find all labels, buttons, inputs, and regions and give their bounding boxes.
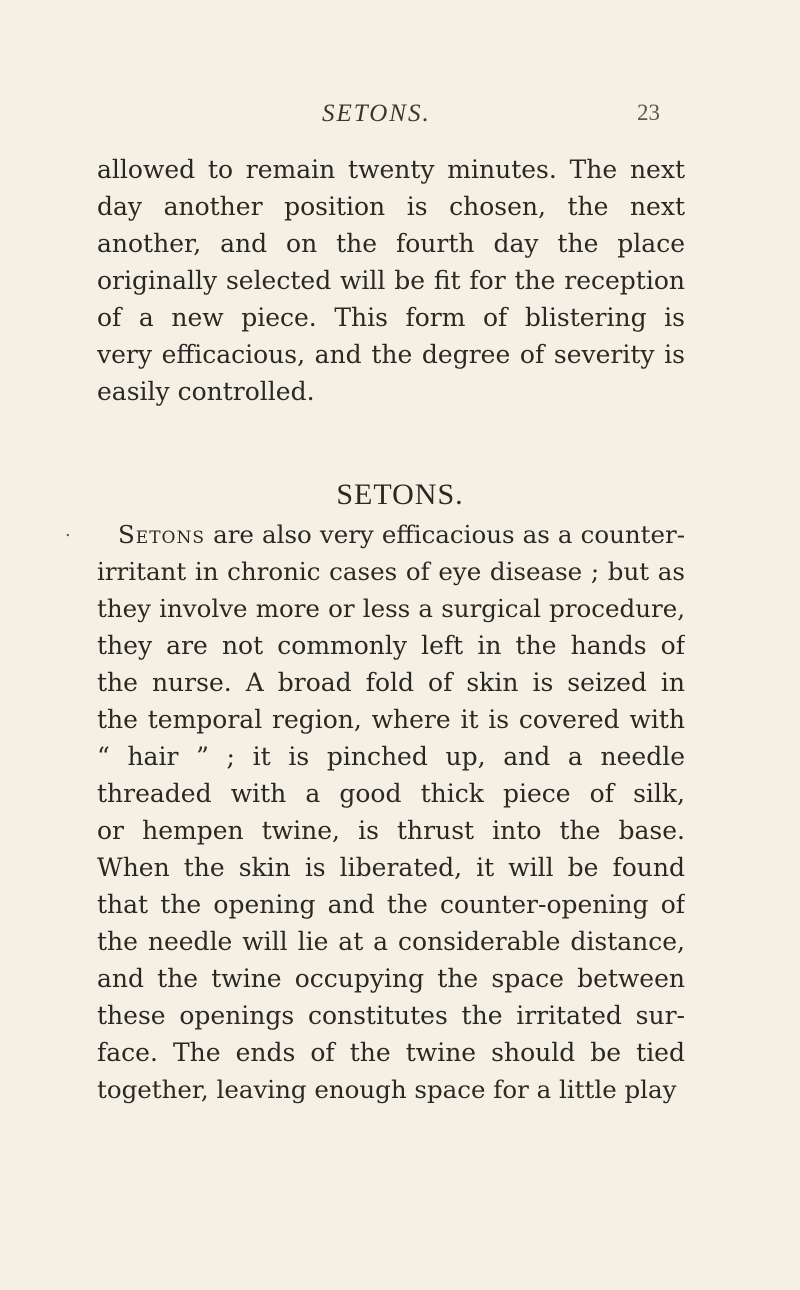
- margin-mark: .: [65, 520, 71, 541]
- first-line-text: are also very efficacious as a counter-: [205, 520, 685, 549]
- text-line: day another position is chosen, the next: [97, 192, 685, 221]
- text-line: they involve more or less a surgical procedure,: [97, 594, 685, 623]
- text-line: originally selected will be fit for the reception: [97, 266, 685, 295]
- text-line: the temporal region, where it is covered with: [97, 705, 685, 734]
- text-line: these openings constitutes the irritated sur-: [97, 1001, 685, 1030]
- text-line: together, leaving enough space for a little play: [97, 1075, 677, 1104]
- text-line: that the opening and the counter-opening of: [97, 890, 685, 919]
- section-heading: SETONS.: [336, 478, 464, 511]
- text-line: face. The ends of the twine should be tied: [97, 1038, 685, 1067]
- text-line: easily controlled.: [97, 377, 315, 406]
- text-line: very efficacious, and the degree of severity is: [97, 340, 685, 369]
- text-line: When the skin is liberated, it will be found: [97, 853, 685, 882]
- paragraph-first-line: [118, 518, 685, 558]
- page-number: 23: [637, 100, 660, 125]
- text-line: threaded with a good thick piece of silk,: [97, 779, 685, 808]
- text-line: allowed to remain twenty minutes. The next: [97, 155, 685, 184]
- text-line: and the twine occupying the space between: [97, 964, 685, 993]
- text-line: the needle will lie at a considerable distance,: [97, 927, 685, 956]
- running-head: [0, 100, 800, 130]
- text-line: another, and on the fourth day the place: [97, 229, 685, 258]
- text-line: the nurse. A broad fold of skin is seized in: [97, 668, 685, 697]
- lead-word: Setons: [118, 520, 205, 549]
- text-line: irritant in chronic cases of eye disease ; but as: [97, 557, 685, 586]
- text-line: “ hair ” ; it is pinched up, and a needle: [97, 742, 685, 771]
- text-line: of a new piece. This form of blistering is: [97, 303, 685, 332]
- text-line: or hempen twine, is thrust into the base.: [97, 816, 685, 845]
- running-title: SETONS.: [322, 100, 431, 127]
- text-line: they are not commonly left in the hands of: [97, 631, 685, 660]
